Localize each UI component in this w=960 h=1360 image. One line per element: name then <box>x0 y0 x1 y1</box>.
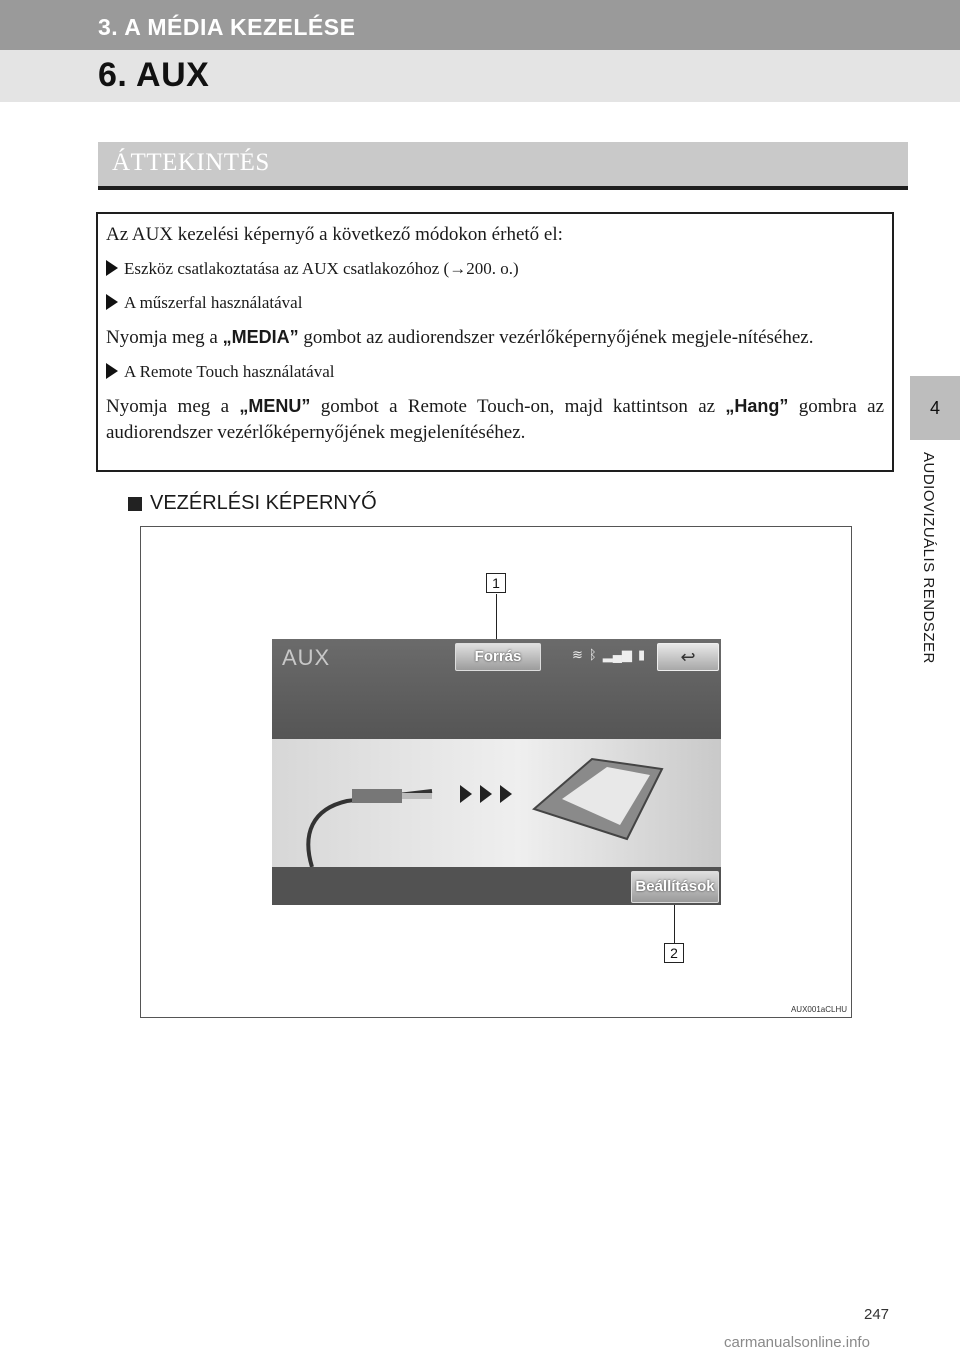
status-icons <box>572 647 645 663</box>
battery-icon: ▮ <box>637 647 646 662</box>
arrow-icon <box>500 785 512 803</box>
aux-source-label: AUX <box>282 645 331 670</box>
overview-bullet-aux-text: Eszköz csatlakoztatása az AUX csatlakozóhoz (→200. o.) <box>124 259 519 278</box>
triangle-bullet-icon <box>106 363 118 379</box>
overview-bullet-remote-text: A Remote Touch használatával <box>124 362 335 381</box>
triangle-bullet-icon <box>106 294 118 310</box>
settings-button[interactable]: Beállítások <box>631 871 719 903</box>
text-span: Nyomja meg a <box>106 396 240 417</box>
control-screen-heading-text: VEZÉRLÉSI KÉPERNYŐ <box>150 492 377 514</box>
control-screen-heading <box>128 492 377 515</box>
overview-remote-instruction <box>106 393 884 446</box>
callout-2-line <box>674 905 675 943</box>
overview-bullet-remote <box>106 359 884 385</box>
plug-tip-icon <box>402 793 432 799</box>
hang-key-label: „Hang” <box>725 396 789 416</box>
menu-key-label: „MENU” <box>239 396 311 416</box>
arrow-icon <box>460 785 472 803</box>
plug-body-icon <box>352 789 402 803</box>
aux-cable-illustration <box>272 739 721 867</box>
bluetooth-icon: ᛒ <box>588 647 597 662</box>
overview-heading: ÁTTEKINTÉS <box>98 142 908 190</box>
media-key-label: „MEDIA” <box>222 327 299 347</box>
text-span: Nyomja meg a <box>106 327 223 348</box>
figure-code: AUX001aCLHU <box>790 1005 847 1014</box>
text-span: gombot az audiorendszer vezérlőképernyőjének megjele-nítéséhez. <box>298 327 814 348</box>
aux-screen <box>272 639 721 905</box>
overview-bullet-aux <box>106 256 884 282</box>
section-title: 3. A MÉDIA KEZELÉSE <box>0 0 960 50</box>
arrow-icon <box>480 785 492 803</box>
text-span: gombot a Remote Touch-on, majd kattintson az <box>310 396 726 417</box>
overview-bullet-panel <box>106 290 884 316</box>
page-number: 247 <box>864 1306 890 1323</box>
overview-box <box>96 212 894 472</box>
callout-1: 1 <box>486 573 506 593</box>
triangle-bullet-icon <box>106 260 118 276</box>
back-button[interactable] <box>657 643 719 671</box>
callout-2: 2 <box>664 943 684 963</box>
overview-bullet-panel-text: A műszerfal használatával <box>124 293 303 312</box>
chapter-tab: 4 <box>910 376 960 440</box>
screen-illustration-area <box>272 739 721 867</box>
back-arrow-icon: ↩ <box>680 647 696 667</box>
callout-1-line <box>496 594 497 643</box>
signal-icon: ▂▄▆ <box>602 647 632 662</box>
text-span: gombra az audiorendszer vezérlőképernyőjének megjelenítéséhez. <box>106 396 885 443</box>
overview-media-instruction <box>106 324 884 351</box>
source-button[interactable]: Forrás <box>455 643 541 671</box>
chapter-title: 6. AUX <box>98 56 210 94</box>
wifi-icon: ≋ <box>572 647 583 662</box>
aux-screen-figure <box>140 526 852 1018</box>
watermark: carmanualsonline.info <box>724 1334 870 1351</box>
overview-intro: Az AUX kezelési képernyő a következő módokon érhető el: <box>106 224 563 245</box>
chapter-tab-label: AUDIOVIZUÁLIS RENDSZER <box>920 452 937 664</box>
square-bullet-icon <box>128 497 142 511</box>
